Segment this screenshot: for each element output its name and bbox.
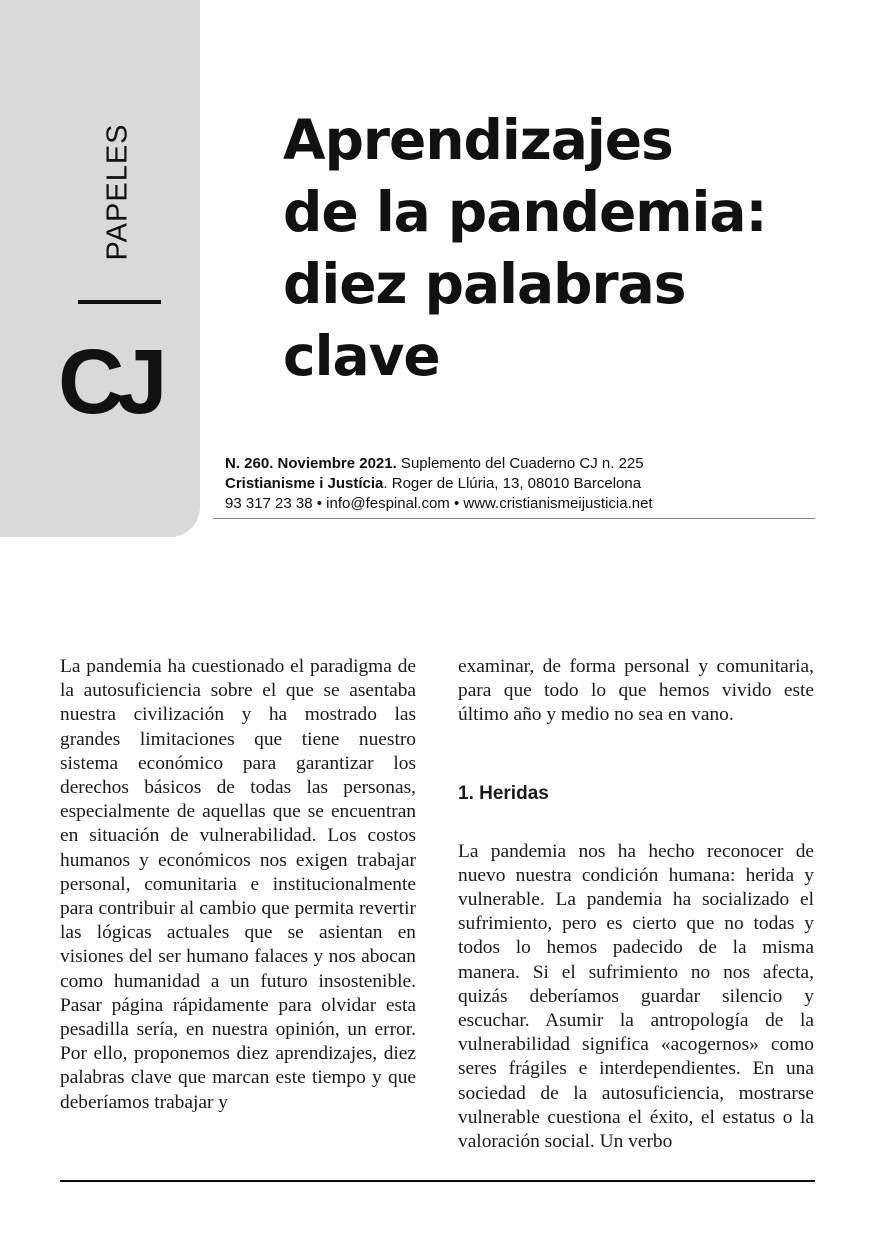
intro-paragraph-continued: examinar, de forma personal y comunitaria, para que todo lo que hemos vivido este último año y medio no sea en vano. [458, 656, 814, 726]
page-title [283, 104, 843, 392]
section-heading: 1. Heridas [458, 782, 549, 804]
series-label: PAPELES [101, 123, 134, 261]
cj-logo: CJ [58, 331, 160, 433]
issue-number: N. 260. Noviembre 2021. [225, 455, 397, 472]
header-divider [213, 518, 815, 519]
publisher-address: . Roger de Llúria, 13, 08010 Barcelona [383, 475, 642, 492]
issue-line [225, 454, 653, 474]
footer-divider [60, 1180, 815, 1182]
title-line: Aprendizajes [283, 108, 673, 172]
contact-line: 93 317 23 38 • info@fespinal.com • www.cristianismeijusticia.net [225, 495, 653, 512]
title-line: de la pandemia: [283, 180, 767, 244]
title-line: diez palabras [283, 252, 686, 316]
section-paragraph: La pandemia nos ha hecho reconocer de nuevo nuestra condición humana: herida y vulnerable. La pandemia ha socializado el sufrimiento, pero es cierto que no todas y todos lo hemos padecido de la misma manera. Si el sufrimiento no nos afecta, quizás deberíamos guardar silencio y escuchar. Asumir la antropología de la vulnerabilidad significa «acogernos» como seres frágiles e interdependientes. En una sociedad de la autosuficiencia, mostrarse vulnerable cuestiona el éxito, el estatus o la valoración social. Un verbo [458, 840, 814, 1153]
sidebar-band [0, 0, 200, 537]
left-column [60, 655, 416, 1115]
intro-paragraph: La pandemia ha cuestionado el paradigma de la autosuficiencia sobre el que se asentaba nuestra civilización y ha mostrado las grandes limitaciones que tiene nuestro sistema económico para garantizar los derechos básicos de todas las personas, especialmente de aquellas que se encuentran en situación de vulnerabilidad. Los costos humanos y económicos nos exigen trabajar personal, comunitaria e institucionalmente para contribuir al cambio que permita revertir las lógicas actuales que se asientan en visiones del ser humano falaces y nos abocan como humanidad a un futuro insostenible. Pasar página rápidamente para olvidar esta pesadilla sería, en nuestra opinión, un error. Por ello, proponemos diez aprendizajes, diez palabras clave que marcan este tiempo y que deberíamos trabajar y [60, 656, 416, 1113]
right-column [458, 655, 814, 1154]
supplement-note: Suplemento del Cuaderno CJ n. 225 [396, 455, 644, 472]
publisher-name: Cristianisme i Justícia [225, 475, 384, 492]
publication-info [225, 454, 653, 514]
title-line: clave [283, 324, 440, 388]
publisher-line [225, 474, 653, 494]
series-divider [78, 300, 161, 304]
